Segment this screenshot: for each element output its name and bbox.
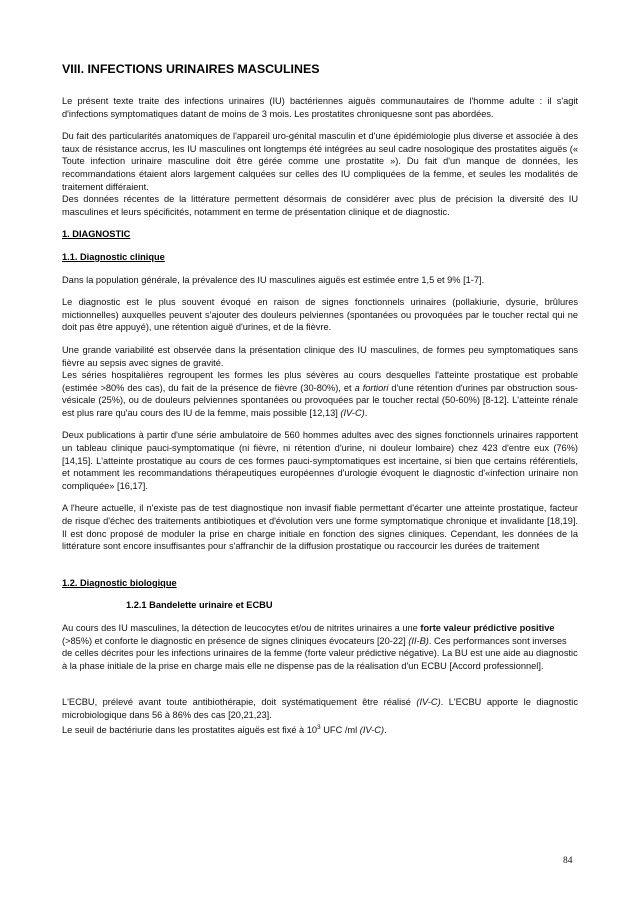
text-run: . Ces performances sont inverses de celles décrites pour les infections urinaires de la femme (forte valeur prédictive négative). La BU est une aide au diagnostic à la phase initiale de la prise en charge mais elle ne dispense pas de la réalisation d'un ECBU [Accord professionnel]. (62, 635, 578, 671)
page-number: 84 (563, 856, 573, 866)
intro-paragraph-2: Du fait des particularités anatomiques de l'appareil uro-génital masculin et d'une épidémiologie plus diverse et associée à des taux de résistance accrus, les IU masculines ont longtemps été intégrées au seul cadre nosologique des prostatites aiguës (« Toute infection urinaire masculine doit être gérée comme une prostatite »). Du fait d'un manque de données, les recommandations étaient alors largement calquées sur celles des IU compliquées de la femme, et seules les modalités de traitement différaient. (62, 131, 578, 192)
intro-paragraph-1: Le présent texte traite des infections urinaires (IU) bactériennes aiguës communautaires de l'homme adulte : il s'agit d'infections symptomatiques datant de moins de 3 mois. Les prostatites chroniquesne sont pas abordées. (62, 96, 578, 119)
clinical-paragraph-6: A l'heure actuelle, il n'existe pas de test diagnostique non invasif fiable permettant d'écarter une atteinte prostatique, facteur de risque d'échec des traitements antibiotiques et d'évolution vers une forme symptomatique chronique et invalidante [18,19]. Il est donc proposé de moduler la prise en charge initiale en fonction des signes cliniques. Cependant, les données de la littérature sont encore insuffisantes pour s'affranchir de la diffusion prostatique ou raccourcir les durées de traitement (62, 503, 578, 552)
text-run: Au cours des IU masculines, la détection de leucocytes et/ou de nitrites urinaires a une (62, 623, 421, 633)
subsection-heading-biological (62, 577, 578, 590)
clinical-paragraph-4 (62, 369, 578, 419)
text-run: . (384, 724, 387, 735)
biological-paragraph-3 (62, 722, 578, 737)
subsection-heading-clinical (62, 251, 578, 264)
clinical-paragraph-2: Le diagnostic est le plus souvent évoqué en raison de signes fonctionnels urinaires (pollakiurie, dysurie, brûlures mictionnelles) auxquelles peuvent s'ajouter des douleurs pelviennes (spontanées ou provoquées par le toucher rectal qui ne doit pas être appuyé), une rétention aiguë d'urines, et de la fièvre. (62, 297, 578, 333)
bold-text: forte valeur prédictive positive (420, 623, 555, 633)
text-run: Le seuil de bactériurie dans les prostatites aiguës est fixé à 10 (62, 724, 318, 735)
text-run: (>85%) et conforte le diagnostic en présence de signes cliniques évocateurs [20-22] (62, 635, 409, 646)
clinical-paragraph-1: Dans la population générale, la prévalence des IU masculines aiguës est estimée entre 1,5 et 9% [1-7]. (62, 274, 485, 285)
superscript: 3 (317, 723, 321, 731)
subsubsection-heading-bu-ecbu: 1.2.1 Bandelette urinaire et ECBU (126, 600, 273, 611)
subsection-heading-text: 1.2. Diagnostic biologique (62, 577, 177, 588)
page-title: VIII. INFECTIONS URINAIRES MASCULINES (62, 62, 320, 76)
text-run: . (364, 407, 368, 418)
evidence-level: (IV-C) (416, 697, 441, 708)
italic-text: a fortiori (354, 382, 389, 393)
page-content (62, 62, 578, 736)
text-run: . L'ECBU apporte le diagnostic microbiologique dans 56 à 86% des cas [20,21,23]. (62, 697, 578, 720)
clinical-paragraph-3: Une grande variabilité est observée dans la présentation clinique des IU masculines, de formes peu symptomatiques sans fièvre au sepsis avec signes de gravité. (62, 344, 578, 368)
section-heading-text: 1. DIAGNOSTIC (62, 229, 131, 240)
clinical-paragraph-5: Deux publications à partir d'une série ambulatoire de 560 hommes adultes avec des signes fonctionnels urinaires rapportent un tableau clinique pauci-symptomatique (ni fièvre, ni rétention d'urine, ni douleur lombaire) chez 423 d'entre eux (76%) [14,15]. L'atteinte prostatique au cours de ces formes pauci-symptomatiques est incertaine, si bien que certains référentiels, et notamment les recommandations thérapeutiques européennes d'urologie évoquent le diagnostic d'«infection urinaire non compliquée» [16,17]. (62, 430, 578, 491)
section-heading-diagnostic (62, 228, 578, 241)
evidence-level: (IV-C) (340, 407, 365, 418)
biological-paragraph-1 (62, 622, 578, 672)
intro-paragraph-3: Des données récentes de la littérature permettent désormais de considérer avec plus de précision la diversité des IU masculines et leurs spécificités, notamment en terme de présentation clinique et de diagnostic. (62, 194, 578, 217)
text-run: Les séries hospitalières regroupent les formes les plus sévères au cours desquelles l'atteinte prostatique est probable (estimée >80% des cas), du fait de la présence de fièvre (30-80%), et (62, 370, 578, 393)
subsection-heading-text: 1.1. Diagnostic clinique (62, 251, 165, 262)
text-run: d'une rétention d'urines par obstruction sous-vésicale (25%), ou de douleurs pelviennes spontanées ou provoquées par le toucher rectal (50-60%) [8-12]. L'atteinte rénale est plus rare qu'au cours des IU de la femme, mais possible [12,13] (62, 382, 578, 418)
text-run: UFC /ml (320, 724, 360, 735)
evidence-level: (IV-C) (359, 724, 385, 735)
evidence-level: (II-B) (408, 635, 429, 646)
biological-paragraph-2 (62, 696, 578, 721)
text-run: L'ECBU, prélevé avant toute antibiothérapie, doit systématiquement être réalisé (62, 697, 417, 708)
